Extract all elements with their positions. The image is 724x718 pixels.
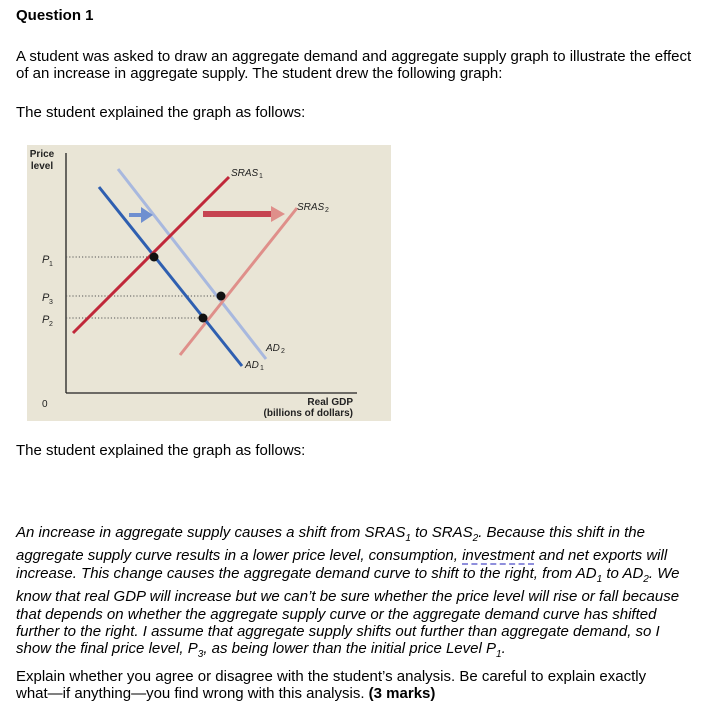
- equilibrium-point-2: [217, 292, 226, 301]
- y-axis-label-1: Price: [29, 149, 55, 160]
- analysis-text: . Because this shift in the: [478, 524, 645, 541]
- svg-text:3: 3: [49, 299, 53, 306]
- intro-line-2: of an increase in aggregate supply. The student drew the following graph:: [16, 65, 503, 82]
- x-axis-label-2: (billions of dollars): [263, 408, 353, 419]
- subscript: 3: [197, 649, 204, 661]
- task-paragraph: [16, 668, 716, 702]
- explained-line-2: The student explained the graph as follows:: [16, 442, 306, 459]
- subscript: 1: [405, 533, 411, 544]
- question-title: Question 1: [16, 7, 94, 24]
- svg-text:2: 2: [281, 348, 285, 355]
- sras2-label: [297, 202, 329, 214]
- task-text: what—if anything—you find wrong with this analysis.: [16, 685, 369, 702]
- equilibrium-point-3: [199, 314, 208, 323]
- svg-text:AD: AD: [245, 360, 259, 371]
- analysis-text: to SRAS: [410, 524, 473, 541]
- analysis-line-5: that depends on whether the aggregate supply curve or the aggregate demand curve has shifted: [16, 605, 657, 623]
- svg-text:P: P: [42, 292, 50, 304]
- svg-text:1: 1: [49, 261, 53, 268]
- task-line-1: Explain whether you agree or disagree with the student’s analysis. Be careful to explain exactly: [16, 668, 647, 685]
- subscript: 2: [472, 533, 479, 544]
- svg-text:2: 2: [49, 321, 53, 328]
- investment-underlined: investment: [462, 547, 535, 565]
- subscript: 1: [596, 573, 603, 585]
- svg-text:2: 2: [325, 207, 329, 214]
- svg-text:1: 1: [259, 173, 263, 180]
- analysis-text: and net exports will: [534, 547, 668, 565]
- analysis-line-1: [16, 524, 716, 547]
- sras-shift-arrow-body: [203, 211, 271, 217]
- x-axis-label-1: Real GDP: [307, 397, 353, 408]
- subscript: 2: [643, 573, 649, 585]
- sras1-label: [231, 168, 263, 180]
- equilibrium-point-1: [150, 253, 159, 262]
- ad-as-graph: [27, 145, 391, 421]
- analysis-text: aggregate supply curve results in a lower price level, consumption,: [16, 547, 463, 565]
- svg-text:P: P: [42, 254, 50, 266]
- analysis-text: increase. This change causes the aggregate demand curve to shift to the right, from AD: [16, 564, 597, 582]
- explained-line-1: The student explained the graph as follows:: [16, 104, 306, 121]
- svg-text:SRAS: SRAS: [231, 168, 259, 179]
- chart-background: [27, 145, 391, 421]
- analysis-line-6: further to the right. I assume that aggregate supply shifts out further than aggregate demand, so I: [16, 623, 660, 641]
- origin-label: 0: [42, 399, 48, 410]
- svg-text:P: P: [42, 314, 50, 326]
- subscript: 1: [496, 649, 502, 661]
- intro-line-1: A student was asked to draw an aggregate demand and aggregate supply graph to illustrate the effect: [16, 48, 692, 65]
- analysis-text: , as being lower than the initial price Level P: [203, 640, 496, 658]
- analysis-text: . We: [648, 564, 680, 582]
- task-line-2: [16, 685, 716, 702]
- analysis-line-2: [16, 547, 716, 564]
- student-analysis: [16, 524, 716, 664]
- svg-text:SRAS: SRAS: [297, 202, 325, 213]
- analysis-text: An increase in aggregate supply causes a shift from SRAS: [16, 524, 406, 541]
- y-axis-label-2: level: [30, 161, 54, 172]
- svg-text:AD: AD: [266, 343, 280, 354]
- analysis-text: to AD: [602, 564, 644, 582]
- analysis-line-4: know that real GDP will increase but we can’t be sure whether the price level will rise or fall because: [16, 588, 680, 606]
- intro-paragraph: [16, 48, 716, 82]
- marks-label: (3 marks): [368, 685, 436, 702]
- analysis-line-3: [16, 565, 716, 588]
- svg-text:1: 1: [260, 365, 264, 372]
- analysis-text: .: [501, 640, 506, 658]
- analysis-text: show the final price level, P: [16, 640, 198, 658]
- analysis-line-7: [16, 640, 716, 663]
